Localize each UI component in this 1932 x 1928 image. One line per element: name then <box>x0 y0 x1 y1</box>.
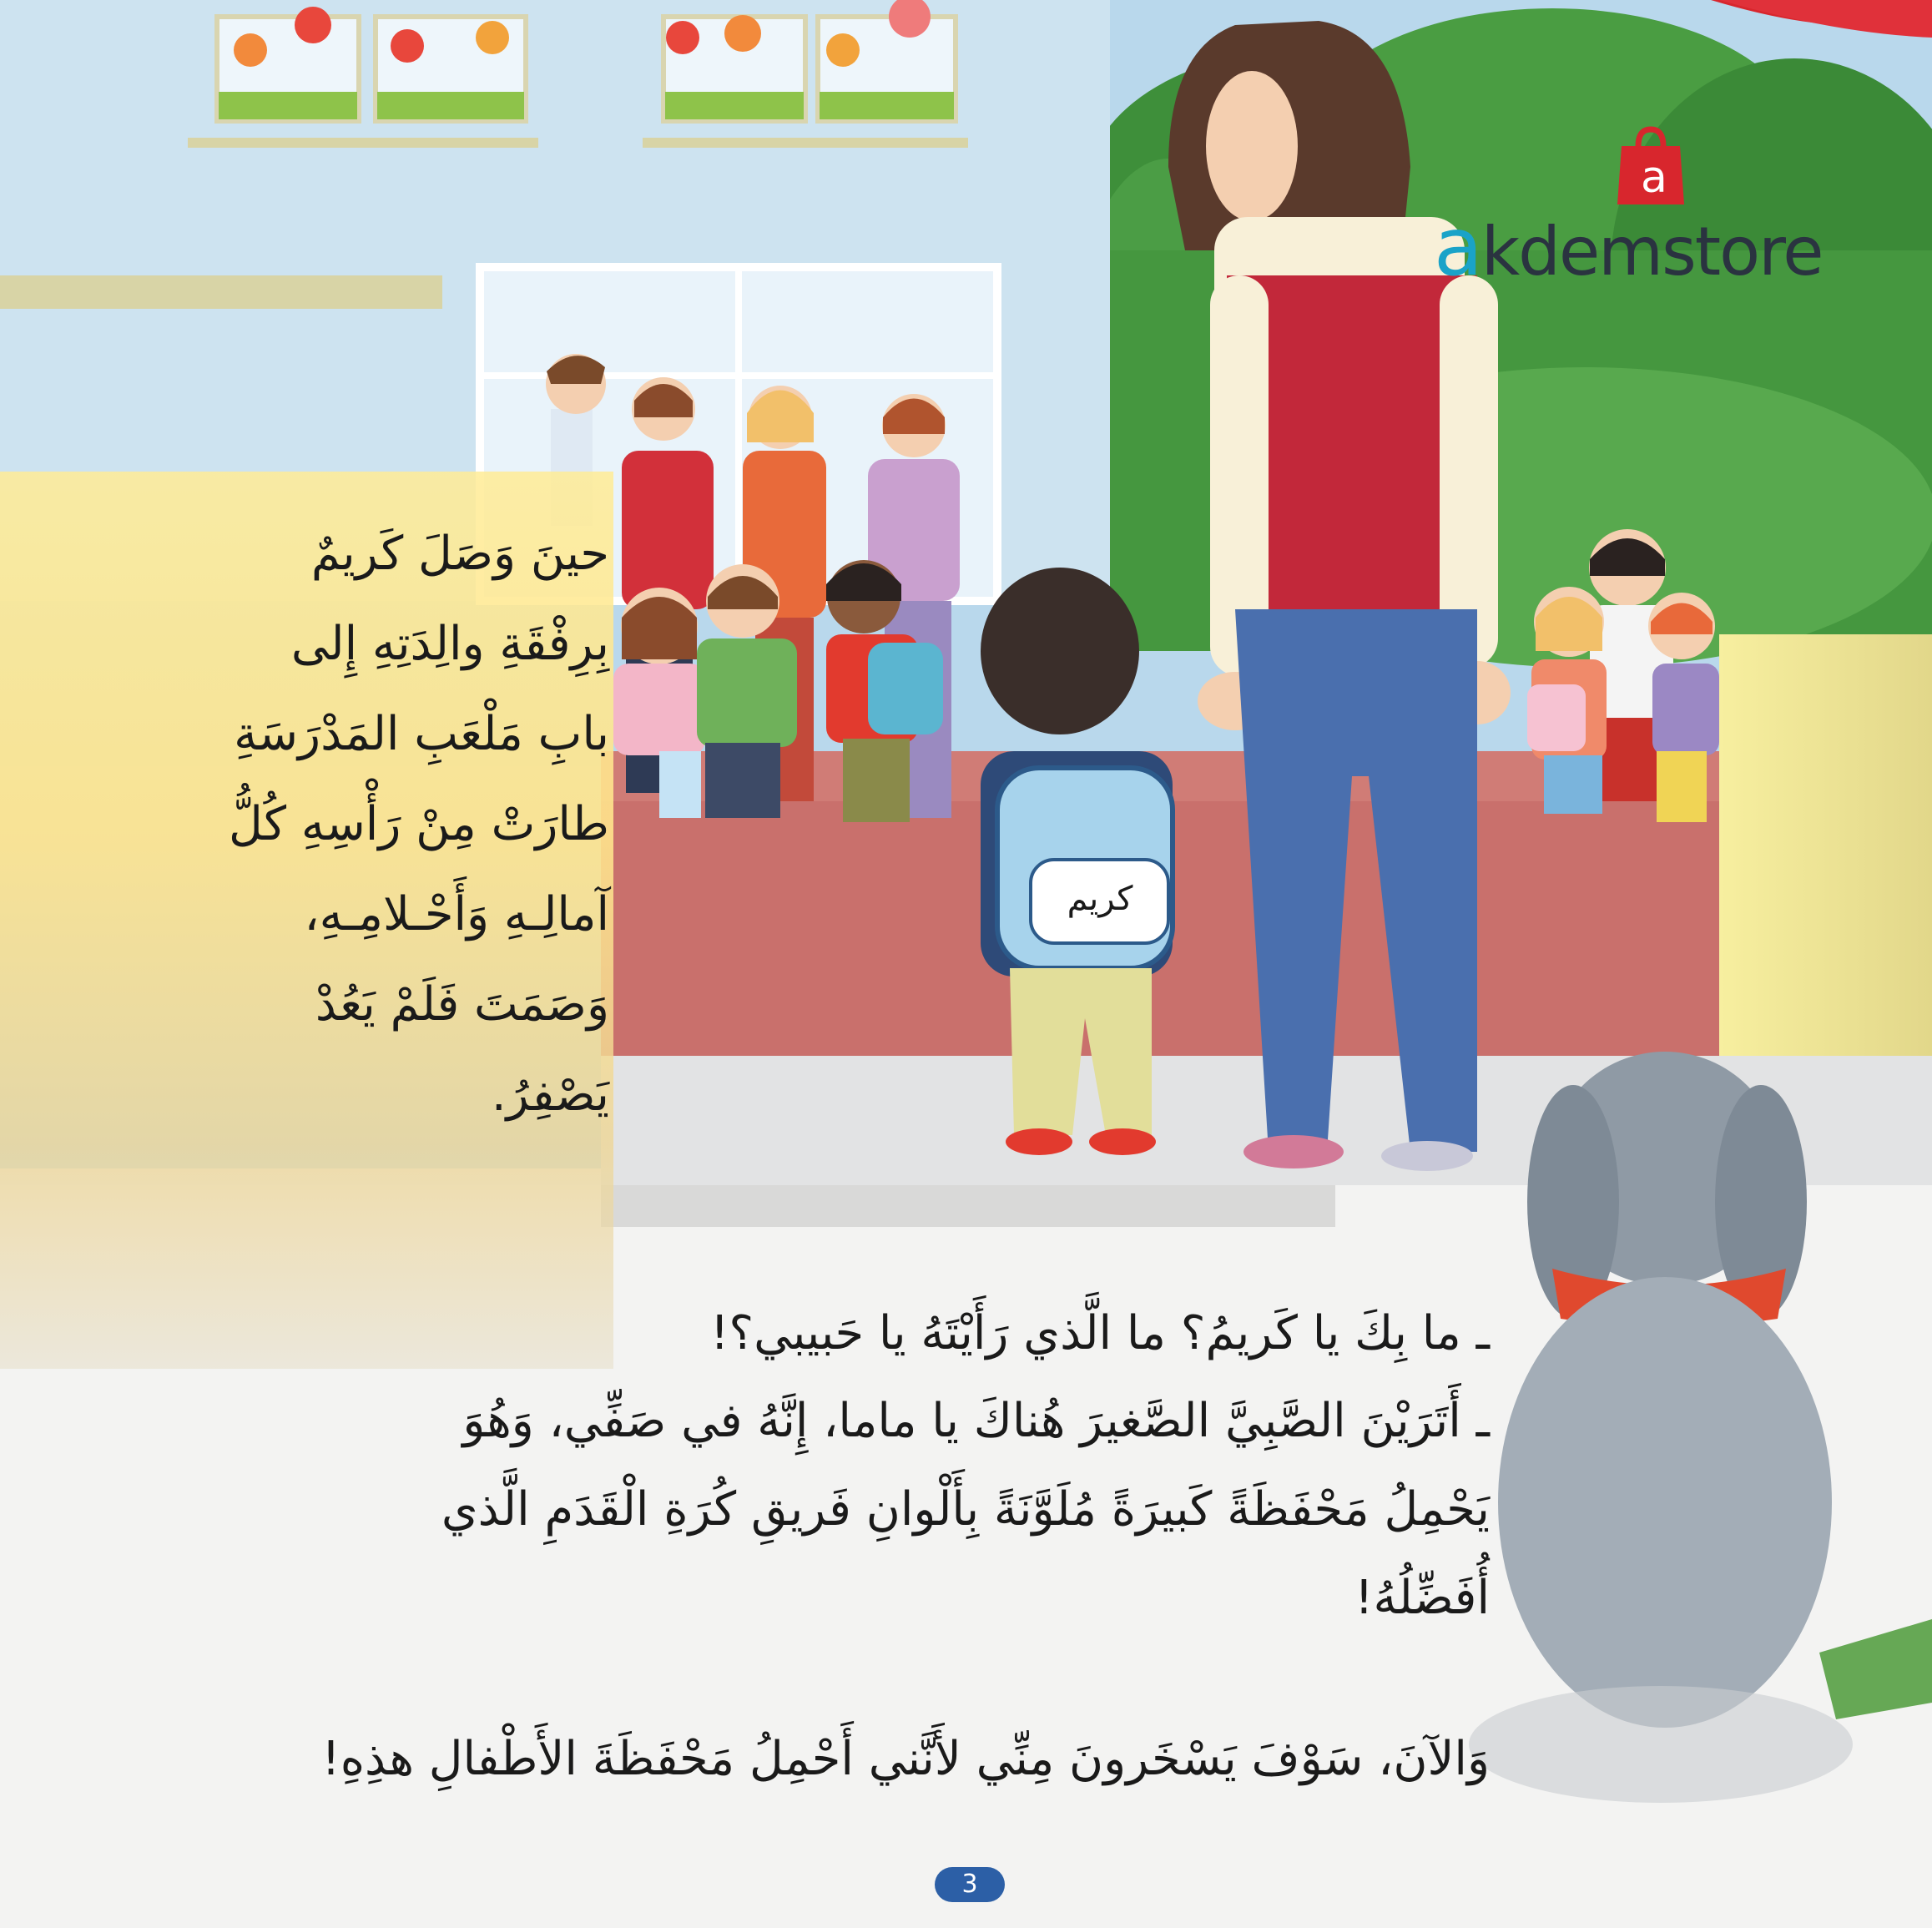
narration-text <box>108 509 609 1140</box>
logo-letters: kdemstore <box>1481 213 1823 290</box>
narration-line: طارَتْ مِنْ رَأْسِهِ كُلُّ <box>228 797 609 851</box>
dialogue-line: يَحْمِلُ مَحْفَظَةً كَبيرَةً مُلَوَّنَةً بِأَلْوانِ فَريقِ كُرَةِ الْقَدَمِ الَّذي <box>441 1482 1490 1537</box>
svg-text:a: a <box>1641 153 1667 203</box>
dialogue-line: أُفَضِّلُهُ! <box>1354 1571 1490 1625</box>
book-bag-icon <box>1601 121 1701 213</box>
dialogue-mother <box>104 1290 1490 1378</box>
narration-line: بابِ مَلْعَبِ المَدْرَسَةِ <box>234 707 609 761</box>
narration-line: آمالِـهِ وَأَحْـلامِـهِ، <box>304 887 609 941</box>
dialogue-karim-thought <box>104 1715 1490 1804</box>
logo-letter-a: a <box>1434 200 1481 294</box>
page-number: 3 <box>935 1867 1005 1902</box>
dialogue-line: وَالآنَ، سَوْفَ يَسْخَرونَ مِنِّي لأَنَّني أَحْمِلُ مَحْفَظَةَ الأَطْفالِ هذِهِ! <box>321 1732 1490 1786</box>
narration-line: بِرِفْقَةِ والِدَتِهِ إِلى <box>290 617 609 671</box>
children-group-left <box>613 560 943 822</box>
narration-line: وَصَمَتَ فَلَمْ يَعُدْ <box>315 977 609 1032</box>
dialogue-line: ـ ما بِكَ يا كَريمُ؟ ما الَّذي رَأَيْتَهُ يا حَبيبي؟! <box>709 1306 1490 1360</box>
narration-line: حينَ وَصَلَ كَريمٌ <box>310 527 609 581</box>
backpack-label: كريم <box>1067 880 1133 918</box>
narration-line: يَصْفِرُ. <box>491 1067 609 1122</box>
dialogue-karim <box>104 1377 1490 1643</box>
dialogue-line: ـ أَتَرَيْنَ الصَّبِيَّ الصَّغيرَ هُناكَ يا ماما، إِنَّهُ في صَفِّي، وَهُوَ <box>462 1394 1490 1448</box>
akdemstore-logo <box>1434 121 1868 294</box>
logo-wordmark <box>1434 200 1868 294</box>
